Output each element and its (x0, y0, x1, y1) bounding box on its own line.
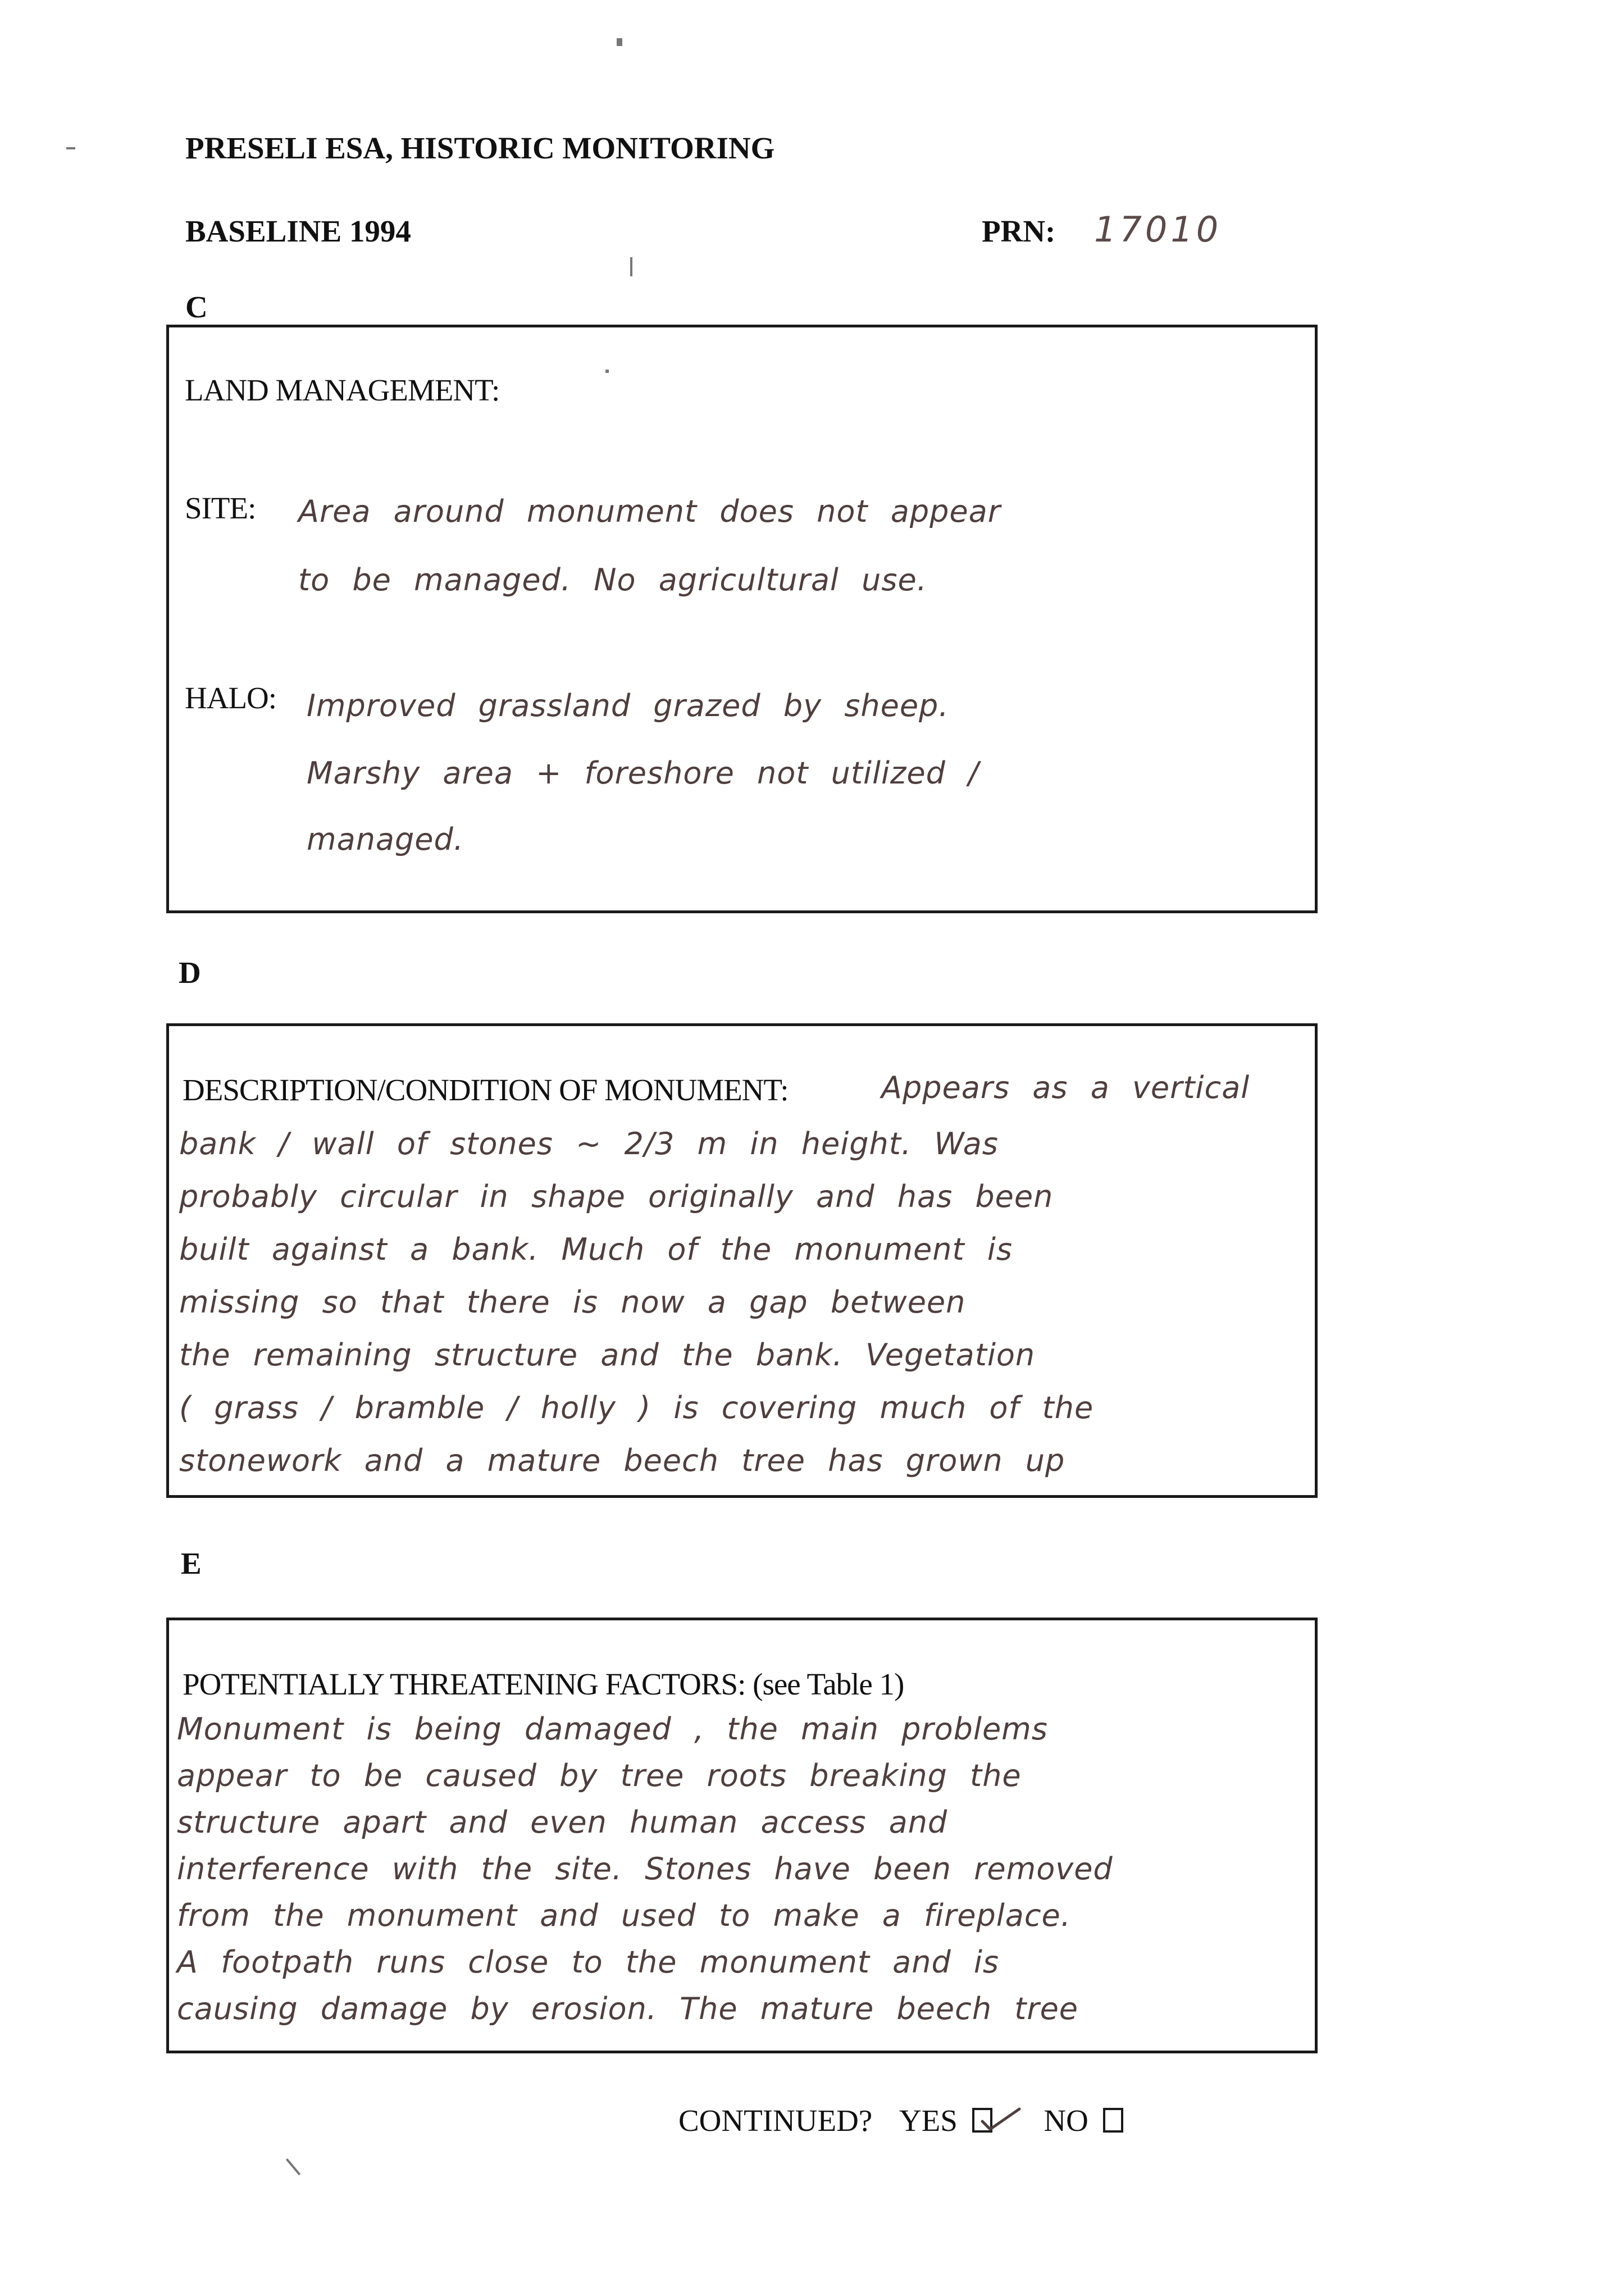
land-management-heading: LAND MANAGEMENT: (185, 373, 500, 407)
description-first-line: Appears as a vertical (881, 1070, 1250, 1105)
description-line: probably circular in shape originally and has been (179, 1179, 1054, 1214)
description-line: missing so that there is now a gap between (179, 1284, 966, 1320)
section-e-letter: E (181, 1546, 202, 1580)
halo-line: managed. (307, 822, 464, 857)
site-label: SITE: (185, 491, 256, 525)
threat-line: interference with the site. Stones have been removed (177, 1851, 1113, 1887)
description-heading: DESCRIPTION/CONDITION OF MONUMENT: (183, 1073, 789, 1107)
no-label: NO (1044, 2103, 1088, 2138)
halo-line: Marshy area + foreshore not utilized / (307, 755, 979, 791)
description-line: built against a bank. Much of the monument is (179, 1232, 1013, 1267)
site-line: Area around monument does not appear (298, 494, 1001, 529)
yes-checkbox[interactable] (972, 2108, 992, 2133)
threat-line: Monument is being damaged , the main problems (177, 1711, 1048, 1747)
no-checkbox[interactable] (1103, 2108, 1123, 2133)
threatening-factors-box (166, 1618, 1318, 2053)
description-line: bank / wall of stones ~ 2/3 m in height. Was (179, 1126, 999, 1161)
check-mark-icon (979, 2097, 1024, 2136)
description-line: the remaining structure and the bank. Vegetation (179, 1337, 1036, 1373)
scan-speck (630, 257, 632, 276)
prn-label: PRN: (982, 214, 1056, 248)
halo-line: Improved grassland grazed by sheep. (307, 688, 949, 723)
section-c-letter: C (185, 290, 208, 324)
yes-label: YES (899, 2103, 958, 2138)
description-line: ( grass / bramble / holly ) is covering much of the (179, 1390, 1094, 1425)
halo-label: HALO: (185, 681, 277, 715)
threat-line: from the monument and used to make a fireplace. (177, 1898, 1071, 1933)
scan-speck (605, 370, 609, 373)
threat-line: A footpath runs close to the monument and is (177, 1944, 1000, 1980)
scan-speck (66, 147, 75, 149)
threat-line: structure apart and even human access and (177, 1805, 948, 1840)
continued-row (678, 2099, 1123, 2138)
description-box (166, 1023, 1318, 1498)
scan-speck (617, 38, 622, 46)
threat-line: appear to be caused by tree roots breaking the (177, 1758, 1022, 1793)
baseline-label: BASELINE 1994 (185, 214, 411, 248)
prn-value: 17010 (1094, 209, 1222, 250)
section-d-letter: D (179, 955, 201, 990)
threat-line: causing damage by erosion. The mature beech tree (177, 1991, 1079, 2026)
threatening-factors-heading: POTENTIALLY THREATENING FACTORS: (see Table 1) (183, 1667, 904, 1701)
description-line: stonework and a mature beech tree has grown up (179, 1443, 1065, 1478)
scan-speck (286, 2158, 300, 2175)
land-management-box (166, 325, 1318, 913)
site-line: to be managed. No agricultural use. (298, 562, 927, 598)
continued-label: CONTINUED? (678, 2103, 873, 2138)
form-title: PRESELI ESA, HISTORIC MONITORING (185, 131, 775, 165)
